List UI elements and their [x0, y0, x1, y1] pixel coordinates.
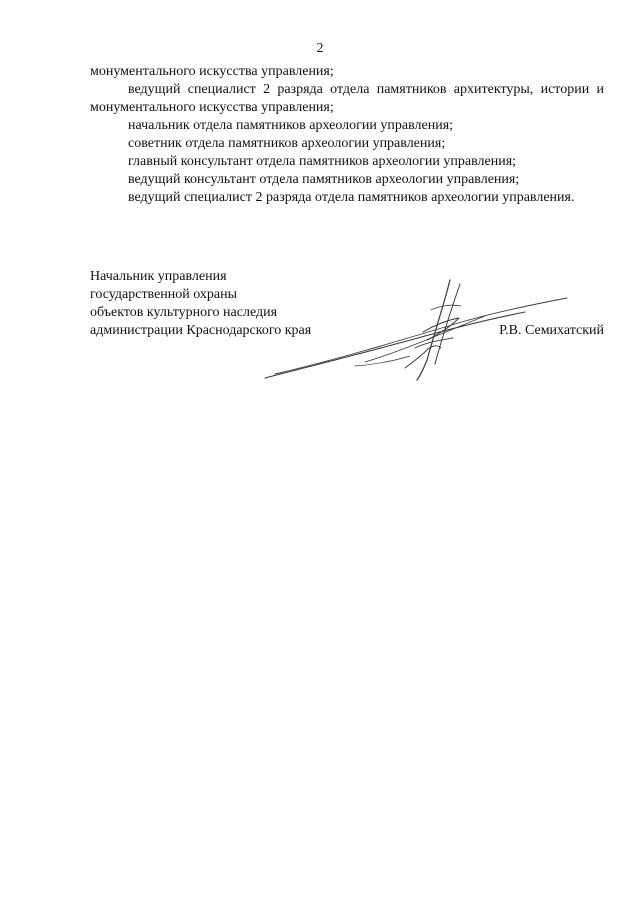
signer-position-line: государственной охраны — [90, 287, 238, 302]
paragraph-list-item: начальник отдела памятников археологии управления; — [128, 118, 454, 133]
paragraph-list-item: ведущий специалист 2 разряда отдела памятников архитектуры, истории и монументального искусства управления; — [90, 82, 604, 115]
paragraph-list-item: советник отдела памятников археологии управления; — [128, 136, 446, 151]
paragraph-list-item: ведущий специалист 2 разряда отдела памятников археологии управления. — [128, 190, 575, 205]
paragraph-list-item: ведущий консультант отдела памятников археологии управления; — [128, 172, 520, 187]
page-number: 2 — [316, 41, 324, 56]
signer-position-line: объектов культурного наследия — [90, 305, 278, 320]
signer-name: Р.В. Семихатский — [499, 323, 604, 338]
body-text — [90, 63, 604, 207]
signer-position-line: Начальник управления — [90, 269, 227, 284]
signer-position-line: администрации Краснодарского края — [90, 323, 312, 338]
paragraph-list-item: главный консультант отдела памятников археологии управления; — [128, 154, 517, 169]
paragraph-continuation: монументального искусства управления; — [90, 64, 334, 79]
signature-block — [90, 268, 604, 340]
